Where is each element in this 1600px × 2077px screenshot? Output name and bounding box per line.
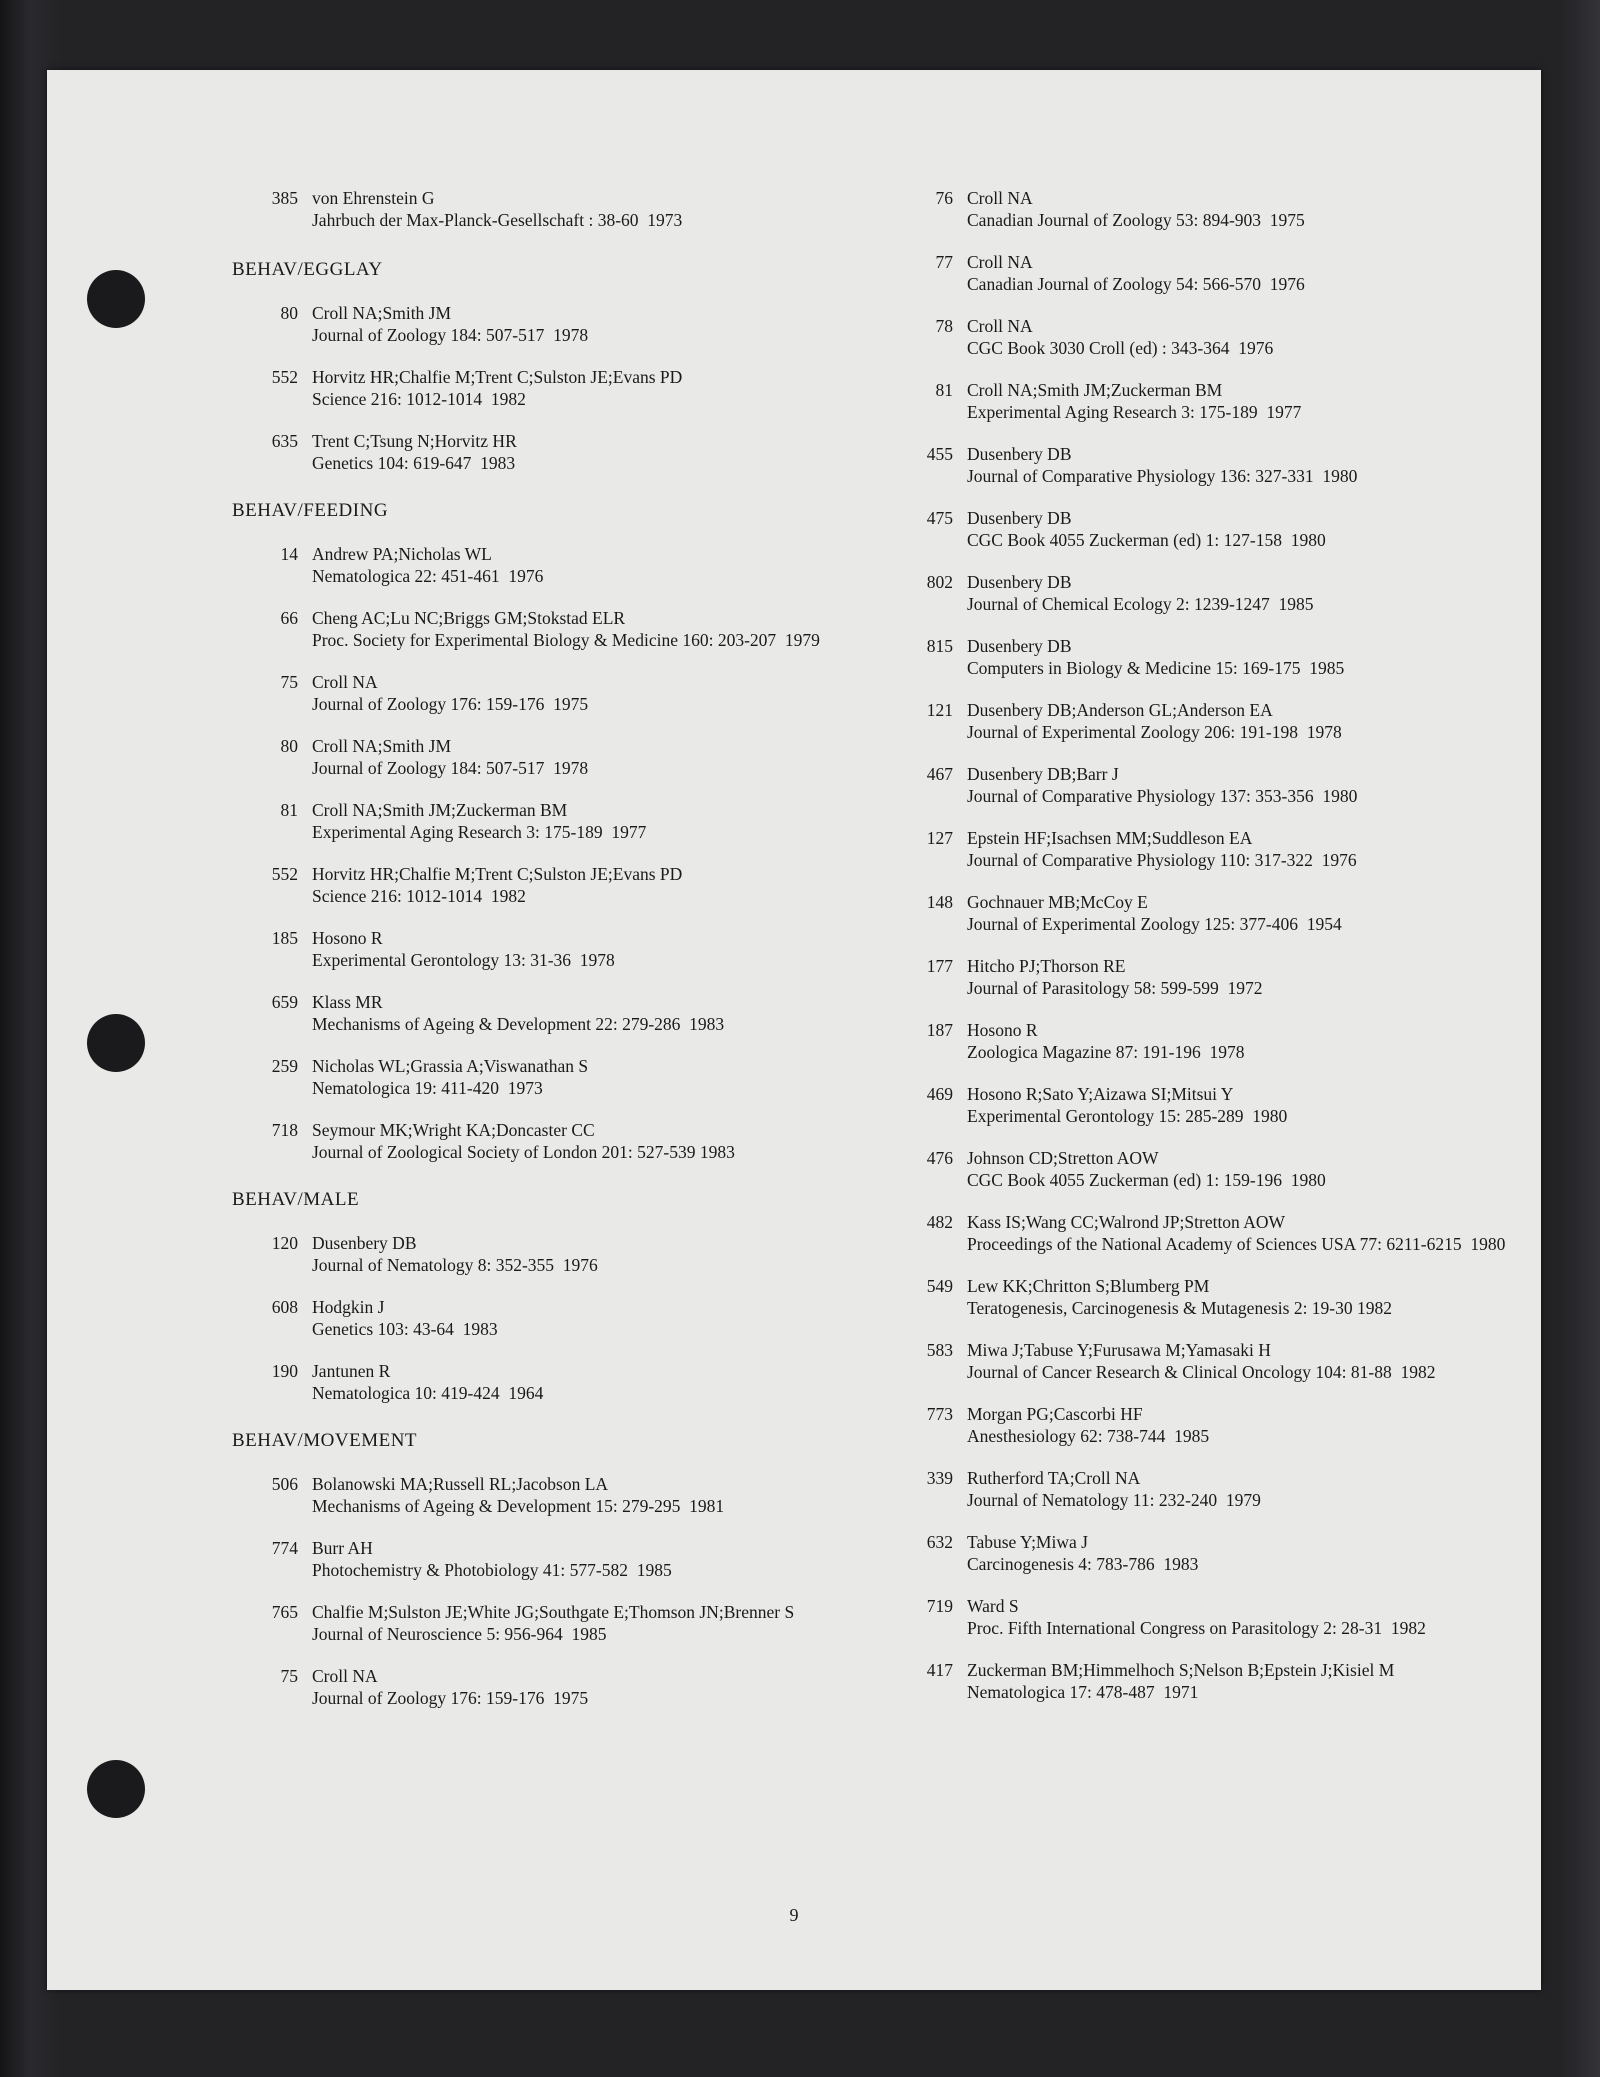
reference-entry (232, 1120, 892, 1163)
right-column (887, 188, 1507, 1724)
reference-entry (232, 1056, 892, 1099)
reference-number: 66 (280, 608, 298, 628)
reference-entry (232, 992, 892, 1035)
reference-source: Jahrbuch der Max-Planck-Gesellschaft : 38-60 1973 (312, 209, 683, 230)
reference-number: 81 (280, 800, 298, 820)
reference-entry (887, 700, 1507, 743)
reference-authors: Cheng AC;Lu NC;Briggs GM;Stokstad ELR (312, 608, 626, 628)
reference-number: 552 (271, 367, 298, 387)
reference-authors: Croll NA (312, 1666, 378, 1686)
reference-number: 635 (271, 431, 298, 451)
reference-source: Mechanisms of Ageing & Development 15: 279-295 1981 (312, 1495, 725, 1516)
reference-source: Proc. Fifth International Congress on Parasitology 2: 28-31 1982 (967, 1617, 1426, 1638)
reference-source: Journal of Zoological Society of London 201: 527-539 1983 (312, 1141, 735, 1162)
reference-source: CGC Book 4055 Zuckerman (ed) 1: 159-196 1980 (967, 1169, 1326, 1190)
reference-source: Journal of Experimental Zoology 206: 191-198 1978 (967, 721, 1342, 742)
category-section (232, 1189, 892, 1404)
reference-source: Science 216: 1012-1014 1982 (312, 885, 526, 906)
reference-authors: Hitcho PJ;Thorson RE (967, 956, 1126, 976)
reference-source: CGC Book 4055 Zuckerman (ed) 1: 127-158 1980 (967, 529, 1326, 550)
reference-number: 552 (271, 864, 298, 884)
reference-number: 185 (271, 928, 298, 948)
reference-entry (887, 1468, 1507, 1511)
reference-authors: Croll NA (967, 252, 1033, 272)
reference-authors: Horvitz HR;Chalfie M;Trent C;Sulston JE;Evans PD (312, 864, 683, 884)
reference-number: 78 (935, 316, 953, 336)
reference-entry (887, 1276, 1507, 1319)
reference-authors: Croll NA;Smith JM (312, 303, 452, 323)
reference-entry (887, 1084, 1507, 1127)
category-heading: BEHAV/MOVEMENT (232, 1430, 418, 1451)
reference-number: 187 (926, 1020, 953, 1040)
reference-authors: Nicholas WL;Grassia A;Viswanathan S (312, 1056, 589, 1076)
reference-entry (887, 892, 1507, 935)
reference-source: Journal of Comparative Physiology 110: 317-322 1976 (967, 849, 1357, 870)
reference-source: Nematologica 19: 411-420 1973 (312, 1077, 543, 1098)
reference-source: Journal of Nematology 8: 352-355 1976 (312, 1254, 598, 1275)
reference-source: Journal of Neuroscience 5: 956-964 1985 (312, 1623, 607, 1644)
reference-number: 80 (280, 303, 298, 323)
reference-authors: Horvitz HR;Chalfie M;Trent C;Sulston JE;Evans PD (312, 367, 683, 387)
reference-number: 506 (271, 1474, 298, 1494)
reference-entry (887, 1212, 1507, 1255)
reference-entry (887, 1660, 1507, 1703)
reference-source: Journal of Zoology 184: 507-517 1978 (312, 757, 589, 778)
binder-hole-bottom (87, 1760, 145, 1818)
reference-number: 75 (280, 1666, 298, 1686)
reference-entry (887, 188, 1507, 231)
reference-number: 718 (271, 1120, 298, 1140)
reference-source: Journal of Zoology 184: 507-517 1978 (312, 324, 589, 345)
reference-authors: Croll NA (312, 672, 378, 692)
reference-entry (232, 1666, 892, 1709)
reference-authors: Dusenbery DB (967, 444, 1072, 464)
reference-authors: Morgan PG;Cascorbi HF (967, 1404, 1143, 1424)
reference-authors: Dusenbery DB;Anderson GL;Anderson EA (967, 700, 1273, 720)
reference-number: 773 (926, 1404, 953, 1424)
reference-number: 475 (926, 508, 953, 528)
reference-source: Nematologica 10: 419-424 1964 (312, 1382, 544, 1403)
reference-source: Zoologica Magazine 87: 191-196 1978 (967, 1041, 1245, 1062)
reference-source: Journal of Chemical Ecology 2: 1239-1247 1985 (967, 593, 1314, 614)
reference-authors: Croll NA;Smith JM;Zuckerman BM (967, 380, 1223, 400)
reference-number: 549 (926, 1276, 953, 1296)
reference-number: 77 (935, 252, 953, 272)
reference-entry (232, 1297, 892, 1340)
reference-source: Proceedings of the National Academy of Sciences USA 77: 6211-6215 1980 (967, 1233, 1506, 1254)
reference-authors: Seymour MK;Wright KA;Doncaster CC (312, 1120, 595, 1140)
reference-source: Journal of Comparative Physiology 136: 327-331 1980 (967, 465, 1358, 486)
reference-number: 719 (926, 1596, 953, 1616)
reference-number: 467 (926, 764, 953, 784)
reference-number: 774 (271, 1538, 298, 1558)
document-page (47, 70, 1541, 1990)
reference-source: Science 216: 1012-1014 1982 (312, 388, 526, 409)
reference-source: Journal of Zoology 176: 159-176 1975 (312, 693, 589, 714)
reference-number: 815 (926, 636, 953, 656)
reference-entry (232, 736, 892, 779)
reference-entry (887, 956, 1507, 999)
reference-source: Nematologica 17: 478-487 1971 (967, 1681, 1199, 1702)
reference-authors: Trent C;Tsung N;Horvitz HR (312, 431, 517, 451)
binder-hole-middle (87, 1014, 145, 1072)
reference-entry (232, 800, 892, 843)
reference-source: Experimental Aging Research 3: 175-189 1977 (312, 821, 647, 842)
reference-authors: Gochnauer MB;McCoy E (967, 892, 1148, 912)
reference-authors: Epstein HF;Isachsen MM;Suddleson EA (967, 828, 1253, 848)
reference-authors: Dusenbery DB (967, 636, 1072, 656)
reference-authors: Croll NA (967, 188, 1033, 208)
reference-entry (232, 864, 892, 907)
reference-number: 802 (926, 572, 953, 592)
reference-authors: Hodgkin J (312, 1297, 385, 1317)
reference-source: Computers in Biology & Medicine 15: 169-175 1985 (967, 657, 1345, 678)
reference-authors: Lew KK;Chritton S;Blumberg PM (967, 1276, 1210, 1296)
reference-authors: von Ehrenstein G (312, 188, 435, 208)
reference-entry (232, 1602, 892, 1645)
reference-number: 583 (926, 1340, 953, 1360)
reference-source: Anesthesiology 62: 738-744 1985 (967, 1425, 1210, 1446)
reference-authors: Dusenbery DB (312, 1233, 417, 1253)
reference-entry (887, 1404, 1507, 1447)
reference-entry (232, 367, 892, 410)
reference-authors: Croll NA (967, 316, 1033, 336)
left-column (232, 188, 892, 1735)
reference-authors: Andrew PA;Nicholas WL (312, 544, 492, 564)
reference-entry (887, 828, 1507, 871)
reference-number: 14 (280, 544, 298, 564)
reference-source: Journal of Experimental Zoology 125: 377-406 1954 (967, 913, 1342, 934)
reference-number: 482 (926, 1212, 953, 1232)
reference-entry (887, 508, 1507, 551)
reference-source: Experimental Gerontology 15: 285-289 1980 (967, 1105, 1288, 1126)
left-sections (232, 259, 892, 1709)
reference-number: 76 (935, 188, 953, 208)
reference-entry (887, 572, 1507, 615)
reference-number: 259 (271, 1056, 298, 1076)
reference-entry (887, 252, 1507, 295)
reference-entry (887, 316, 1507, 359)
category-section (232, 500, 892, 1163)
reference-authors: Dusenbery DB (967, 572, 1072, 592)
category-section (232, 259, 892, 474)
reference-source: Genetics 104: 619-647 1983 (312, 452, 516, 473)
reference-number: 417 (926, 1660, 953, 1680)
reference-number: 632 (926, 1532, 953, 1552)
reference-authors: Ward S (967, 1596, 1019, 1616)
reference-entry (232, 303, 892, 346)
reference-entry (232, 1361, 892, 1404)
reference-authors: Hosono R (312, 928, 383, 948)
reference-number: 75 (280, 672, 298, 692)
reference-source: Journal of Nematology 11: 232-240 1979 (967, 1489, 1261, 1510)
reference-number: 659 (271, 992, 298, 1012)
reference-source: Teratogenesis, Carcinogenesis & Mutagenesis 2: 19-30 1982 (967, 1297, 1393, 1318)
reference-number: 765 (271, 1602, 298, 1622)
reference-source: Journal of Parasitology 58: 599-599 1972 (967, 977, 1263, 998)
reference-number: 177 (926, 956, 953, 976)
reference-source: Experimental Aging Research 3: 175-189 1977 (967, 401, 1302, 422)
reference-source: Experimental Gerontology 13: 31-36 1978 (312, 949, 615, 970)
reference-authors: Hosono R;Sato Y;Aizawa SI;Mitsui Y (967, 1084, 1234, 1104)
reference-entry (887, 444, 1507, 487)
lead-entries (232, 188, 892, 231)
reference-authors: Johnson CD;Stretton AOW (967, 1148, 1159, 1168)
reference-authors: Dusenbery DB (967, 508, 1072, 528)
reference-authors: Klass MR (312, 992, 383, 1012)
reference-source: Canadian Journal of Zoology 53: 894-903 1975 (967, 209, 1305, 230)
reference-source: Carcinogenesis 4: 783-786 1983 (967, 1553, 1199, 1574)
reference-source: Journal of Cancer Research & Clinical Oncology 104: 81-88 1982 (967, 1361, 1436, 1382)
reference-source: CGC Book 3030 Croll (ed) : 343-364 1976 (967, 337, 1274, 358)
reference-authors: Zuckerman BM;Himmelhoch S;Nelson B;Epstein J;Kisiel M (967, 1660, 1395, 1680)
right-entries (887, 188, 1507, 1703)
reference-number: 80 (280, 736, 298, 756)
reference-number: 385 (271, 188, 298, 208)
reference-authors: Bolanowski MA;Russell RL;Jacobson LA (312, 1474, 609, 1494)
reference-entry (887, 636, 1507, 679)
category-heading: BEHAV/MALE (232, 1189, 360, 1210)
reference-entry (232, 1538, 892, 1581)
reference-source: Photochemistry & Photobiology 41: 577-582 1985 (312, 1559, 672, 1580)
reference-number: 148 (926, 892, 953, 912)
reference-number: 469 (926, 1084, 953, 1104)
reference-source: Journal of Comparative Physiology 137: 353-356 1980 (967, 785, 1358, 806)
reference-entry (232, 608, 892, 651)
reference-authors: Hosono R (967, 1020, 1038, 1040)
reference-number: 190 (271, 1361, 298, 1381)
reference-authors: Croll NA;Smith JM;Zuckerman BM (312, 800, 568, 820)
reference-source: Proc. Society for Experimental Biology & Medicine 160: 203-207 1979 (312, 629, 820, 650)
reference-source: Journal of Zoology 176: 159-176 1975 (312, 1687, 589, 1708)
reference-number: 127 (926, 828, 953, 848)
reference-entry (232, 544, 892, 587)
reference-authors: Croll NA;Smith JM (312, 736, 452, 756)
reference-source: Mechanisms of Ageing & Development 22: 279-286 1983 (312, 1013, 725, 1034)
category-heading: BEHAV/EGGLAY (232, 259, 383, 280)
reference-authors: Miwa J;Tabuse Y;Furusawa M;Yamasaki H (967, 1340, 1271, 1360)
reference-number: 121 (926, 700, 953, 720)
reference-entry (232, 431, 892, 474)
binder-hole-top (87, 270, 145, 328)
reference-source: Canadian Journal of Zoology 54: 566-570 1976 (967, 273, 1305, 294)
reference-entry (887, 1020, 1507, 1063)
reference-number: 476 (926, 1148, 953, 1168)
reference-entry (887, 1340, 1507, 1383)
reference-entry (887, 1148, 1507, 1191)
reference-entry (887, 764, 1507, 807)
reference-number: 120 (271, 1233, 298, 1253)
reference-entry (232, 188, 892, 231)
reference-authors: Tabuse Y;Miwa J (967, 1532, 1088, 1552)
reference-source: Nematologica 22: 451-461 1976 (312, 565, 544, 586)
category-heading: BEHAV/FEEDING (232, 500, 389, 521)
reference-number: 81 (935, 380, 953, 400)
reference-authors: Jantunen R (312, 1361, 391, 1381)
reference-authors: Dusenbery DB;Barr J (967, 764, 1119, 784)
reference-entry (232, 928, 892, 971)
reference-entry (232, 1233, 892, 1276)
reference-authors: Burr AH (312, 1538, 373, 1558)
reference-authors: Kass IS;Wang CC;Walrond JP;Stretton AOW (967, 1212, 1286, 1232)
reference-entry (887, 1596, 1507, 1639)
reference-entry (232, 672, 892, 715)
reference-number: 608 (271, 1297, 298, 1317)
reference-entry (887, 1532, 1507, 1575)
reference-authors: Rutherford TA;Croll NA (967, 1468, 1141, 1488)
reference-authors: Chalfie M;Sulston JE;White JG;Southgate E;Thomson JN;Brenner S (312, 1602, 795, 1622)
reference-number: 339 (926, 1468, 953, 1488)
page-number: 9 (789, 1905, 799, 1925)
reference-entry (887, 380, 1507, 423)
category-section (232, 1430, 892, 1709)
reference-entry (232, 1474, 892, 1517)
reference-source: Genetics 103: 43-64 1983 (312, 1318, 498, 1339)
reference-number: 455 (926, 444, 953, 464)
